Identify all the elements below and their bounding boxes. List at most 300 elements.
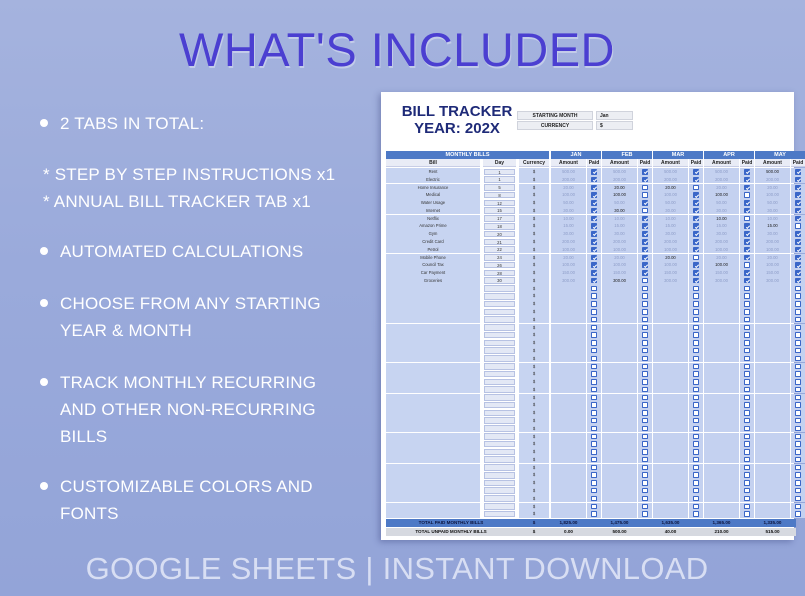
day-cell[interactable] bbox=[484, 285, 515, 292]
amount-cell[interactable]: 30.00 bbox=[704, 230, 739, 238]
paid-checkbox[interactable] bbox=[642, 223, 648, 229]
amount-cell[interactable] bbox=[551, 425, 586, 433]
paid-checkbox[interactable] bbox=[591, 472, 597, 478]
paid-checkbox[interactable] bbox=[693, 472, 699, 478]
amount-cell[interactable] bbox=[704, 300, 739, 308]
amount-cell[interactable]: 20.00 bbox=[602, 254, 637, 262]
amount-cell[interactable] bbox=[755, 448, 790, 456]
amount-cell[interactable] bbox=[755, 479, 790, 487]
paid-checkbox[interactable] bbox=[795, 371, 801, 377]
bill-name-cell[interactable] bbox=[386, 440, 480, 448]
bill-name-cell[interactable]: Gym bbox=[386, 230, 480, 238]
amount-cell[interactable] bbox=[602, 324, 637, 332]
bill-name-cell[interactable]: Credit Card bbox=[386, 238, 480, 246]
amount-cell[interactable] bbox=[704, 503, 739, 511]
paid-checkbox[interactable] bbox=[795, 270, 801, 276]
paid-checkbox[interactable] bbox=[795, 410, 801, 416]
bill-name-cell[interactable]: Rent bbox=[386, 168, 480, 176]
amount-cell[interactable]: 20.00 bbox=[704, 254, 739, 262]
amount-cell[interactable] bbox=[704, 355, 739, 363]
amount-cell[interactable] bbox=[755, 363, 790, 371]
paid-checkbox[interactable] bbox=[693, 371, 699, 377]
amount-cell[interactable] bbox=[602, 495, 637, 503]
amount-cell[interactable] bbox=[653, 464, 688, 472]
bill-name-cell[interactable] bbox=[386, 347, 480, 355]
day-cell[interactable] bbox=[484, 472, 515, 479]
bill-name-cell[interactable] bbox=[386, 479, 480, 487]
paid-checkbox[interactable] bbox=[591, 223, 597, 229]
paid-checkbox[interactable] bbox=[795, 379, 801, 385]
day-cell[interactable] bbox=[484, 487, 515, 494]
paid-checkbox[interactable] bbox=[693, 293, 699, 299]
paid-checkbox[interactable] bbox=[591, 379, 597, 385]
amount-cell[interactable] bbox=[551, 479, 586, 487]
amount-cell[interactable]: 100.00 bbox=[551, 191, 586, 199]
paid-checkbox[interactable] bbox=[693, 496, 699, 502]
amount-cell[interactable]: 100.00 bbox=[602, 191, 637, 199]
paid-checkbox[interactable] bbox=[744, 169, 750, 175]
amount-cell[interactable]: 300.00 bbox=[551, 277, 586, 285]
paid-checkbox[interactable] bbox=[795, 480, 801, 486]
paid-checkbox[interactable] bbox=[795, 177, 801, 183]
amount-cell[interactable] bbox=[653, 324, 688, 332]
paid-checkbox[interactable] bbox=[744, 239, 750, 245]
amount-cell[interactable] bbox=[704, 440, 739, 448]
amount-cell[interactable] bbox=[653, 363, 688, 371]
amount-cell[interactable]: 30.00 bbox=[704, 207, 739, 215]
amount-cell[interactable] bbox=[602, 409, 637, 417]
amount-cell[interactable]: 30.00 bbox=[602, 230, 637, 238]
bill-name-cell[interactable]: Water Usage bbox=[386, 199, 480, 207]
paid-checkbox[interactable] bbox=[795, 239, 801, 245]
paid-checkbox[interactable] bbox=[795, 169, 801, 175]
amount-cell[interactable]: 100.00 bbox=[551, 261, 586, 269]
day-cell[interactable] bbox=[484, 309, 515, 316]
paid-checkbox[interactable] bbox=[795, 504, 801, 510]
paid-checkbox[interactable] bbox=[642, 200, 648, 206]
paid-checkbox[interactable] bbox=[591, 340, 597, 346]
amount-cell[interactable] bbox=[602, 471, 637, 479]
amount-cell[interactable] bbox=[602, 448, 637, 456]
paid-checkbox[interactable] bbox=[642, 480, 648, 486]
paid-checkbox[interactable] bbox=[642, 465, 648, 471]
amount-cell[interactable]: 20.00 bbox=[653, 254, 688, 262]
paid-checkbox[interactable] bbox=[591, 465, 597, 471]
paid-checkbox[interactable] bbox=[591, 239, 597, 245]
amount-cell[interactable] bbox=[653, 378, 688, 386]
paid-checkbox[interactable] bbox=[744, 340, 750, 346]
paid-checkbox[interactable] bbox=[795, 356, 801, 362]
bill-name-cell[interactable] bbox=[386, 487, 480, 495]
paid-checkbox[interactable] bbox=[591, 480, 597, 486]
amount-cell[interactable] bbox=[602, 363, 637, 371]
amount-cell[interactable]: 100.00 bbox=[653, 246, 688, 254]
amount-cell[interactable] bbox=[551, 503, 586, 511]
bill-name-cell[interactable] bbox=[386, 355, 480, 363]
paid-checkbox[interactable] bbox=[795, 200, 801, 206]
day-cell[interactable]: 30 bbox=[484, 277, 515, 284]
amount-cell[interactable] bbox=[704, 417, 739, 425]
amount-cell[interactable]: 300.00 bbox=[653, 277, 688, 285]
amount-cell[interactable]: 20.00 bbox=[602, 184, 637, 192]
amount-cell[interactable] bbox=[551, 471, 586, 479]
paid-checkbox[interactable] bbox=[693, 348, 699, 354]
amount-cell[interactable] bbox=[653, 433, 688, 441]
paid-checkbox[interactable] bbox=[795, 387, 801, 393]
amount-cell[interactable] bbox=[602, 487, 637, 495]
amount-cell[interactable]: 300.00 bbox=[704, 277, 739, 285]
amount-cell[interactable] bbox=[551, 378, 586, 386]
paid-checkbox[interactable] bbox=[795, 325, 801, 331]
amount-cell[interactable] bbox=[755, 331, 790, 339]
amount-cell[interactable] bbox=[755, 510, 790, 518]
paid-checkbox[interactable] bbox=[693, 340, 699, 346]
paid-checkbox[interactable] bbox=[693, 301, 699, 307]
amount-cell[interactable] bbox=[653, 409, 688, 417]
paid-checkbox[interactable] bbox=[795, 223, 801, 229]
paid-checkbox[interactable] bbox=[795, 192, 801, 198]
paid-checkbox[interactable] bbox=[693, 457, 699, 463]
amount-cell[interactable] bbox=[704, 363, 739, 371]
amount-cell[interactable]: 10.00 bbox=[653, 215, 688, 223]
amount-cell[interactable]: 10.00 bbox=[602, 215, 637, 223]
amount-cell[interactable]: 150.00 bbox=[653, 269, 688, 277]
paid-checkbox[interactable] bbox=[642, 426, 648, 432]
amount-cell[interactable] bbox=[704, 285, 739, 293]
paid-checkbox[interactable] bbox=[795, 364, 801, 370]
day-cell[interactable] bbox=[484, 456, 515, 463]
paid-checkbox[interactable] bbox=[693, 356, 699, 362]
amount-cell[interactable]: 50.00 bbox=[653, 199, 688, 207]
amount-cell[interactable]: 30.00 bbox=[755, 230, 790, 238]
day-cell[interactable] bbox=[484, 433, 515, 440]
amount-cell[interactable]: 20.00 bbox=[755, 254, 790, 262]
amount-cell[interactable] bbox=[551, 331, 586, 339]
paid-checkbox[interactable] bbox=[642, 325, 648, 331]
amount-cell[interactable]: 100.00 bbox=[653, 191, 688, 199]
amount-cell[interactable] bbox=[602, 433, 637, 441]
amount-cell[interactable] bbox=[704, 448, 739, 456]
paid-checkbox[interactable] bbox=[693, 185, 699, 191]
amount-cell[interactable]: 200.00 bbox=[551, 238, 586, 246]
paid-checkbox[interactable] bbox=[693, 231, 699, 237]
day-cell[interactable] bbox=[484, 386, 515, 393]
amount-cell[interactable] bbox=[602, 347, 637, 355]
amount-cell[interactable] bbox=[551, 394, 586, 402]
paid-checkbox[interactable] bbox=[795, 472, 801, 478]
bill-name-cell[interactable] bbox=[386, 433, 480, 441]
bill-name-cell[interactable] bbox=[386, 285, 480, 293]
amount-cell[interactable] bbox=[704, 394, 739, 402]
day-cell[interactable]: 17 bbox=[484, 215, 515, 222]
amount-cell[interactable] bbox=[755, 386, 790, 394]
amount-cell[interactable] bbox=[653, 440, 688, 448]
paid-checkbox[interactable] bbox=[795, 434, 801, 440]
paid-checkbox[interactable] bbox=[795, 402, 801, 408]
amount-cell[interactable]: 100.00 bbox=[653, 261, 688, 269]
paid-checkbox[interactable] bbox=[693, 169, 699, 175]
amount-cell[interactable] bbox=[653, 448, 688, 456]
amount-cell[interactable] bbox=[704, 401, 739, 409]
amount-cell[interactable] bbox=[602, 292, 637, 300]
paid-checkbox[interactable] bbox=[591, 387, 597, 393]
amount-cell[interactable] bbox=[653, 471, 688, 479]
amount-cell[interactable] bbox=[755, 425, 790, 433]
paid-checkbox[interactable] bbox=[693, 192, 699, 198]
day-cell[interactable]: 22 bbox=[484, 246, 515, 253]
amount-cell[interactable]: 200.00 bbox=[704, 238, 739, 246]
amount-cell[interactable]: 20.00 bbox=[551, 184, 586, 192]
paid-checkbox[interactable] bbox=[642, 185, 648, 191]
amount-cell[interactable]: 500.00 bbox=[653, 168, 688, 176]
day-cell[interactable]: 15 bbox=[484, 207, 515, 214]
bill-name-cell[interactable] bbox=[386, 331, 480, 339]
amount-cell[interactable] bbox=[755, 339, 790, 347]
paid-checkbox[interactable] bbox=[744, 496, 750, 502]
paid-checkbox[interactable] bbox=[795, 262, 801, 268]
paid-checkbox[interactable] bbox=[744, 511, 750, 517]
amount-cell[interactable] bbox=[551, 347, 586, 355]
paid-checkbox[interactable] bbox=[744, 457, 750, 463]
amount-cell[interactable] bbox=[653, 300, 688, 308]
amount-cell[interactable]: 150.00 bbox=[551, 269, 586, 277]
day-cell[interactable]: 1 bbox=[484, 169, 515, 176]
amount-cell[interactable] bbox=[551, 456, 586, 464]
paid-checkbox[interactable] bbox=[591, 395, 597, 401]
amount-cell[interactable]: 50.00 bbox=[755, 199, 790, 207]
bill-name-cell[interactable] bbox=[386, 394, 480, 402]
amount-cell[interactable] bbox=[755, 487, 790, 495]
amount-cell[interactable]: 200.00 bbox=[602, 176, 637, 184]
paid-checkbox[interactable] bbox=[744, 395, 750, 401]
paid-checkbox[interactable] bbox=[642, 496, 648, 502]
paid-checkbox[interactable] bbox=[795, 465, 801, 471]
paid-checkbox[interactable] bbox=[744, 177, 750, 183]
amount-cell[interactable] bbox=[602, 394, 637, 402]
paid-checkbox[interactable] bbox=[642, 410, 648, 416]
paid-checkbox[interactable] bbox=[591, 216, 597, 222]
amount-cell[interactable]: 100.00 bbox=[602, 246, 637, 254]
amount-cell[interactable] bbox=[755, 300, 790, 308]
paid-checkbox[interactable] bbox=[591, 371, 597, 377]
day-cell[interactable] bbox=[484, 347, 515, 354]
paid-checkbox[interactable] bbox=[642, 364, 648, 370]
paid-checkbox[interactable] bbox=[744, 192, 750, 198]
paid-checkbox[interactable] bbox=[795, 418, 801, 424]
amount-cell[interactable] bbox=[653, 347, 688, 355]
paid-checkbox[interactable] bbox=[693, 317, 699, 323]
amount-cell[interactable] bbox=[653, 503, 688, 511]
day-cell[interactable] bbox=[484, 441, 515, 448]
day-cell[interactable]: 5 bbox=[484, 184, 515, 191]
paid-checkbox[interactable] bbox=[744, 208, 750, 214]
paid-checkbox[interactable] bbox=[642, 418, 648, 424]
day-cell[interactable] bbox=[484, 324, 515, 331]
amount-cell[interactable] bbox=[653, 386, 688, 394]
amount-cell[interactable] bbox=[755, 417, 790, 425]
paid-checkbox[interactable] bbox=[795, 309, 801, 315]
day-cell[interactable] bbox=[484, 402, 515, 409]
paid-checkbox[interactable] bbox=[693, 255, 699, 261]
amount-cell[interactable] bbox=[602, 308, 637, 316]
amount-cell[interactable] bbox=[755, 401, 790, 409]
amount-cell[interactable]: 30.00 bbox=[653, 230, 688, 238]
paid-checkbox[interactable] bbox=[642, 371, 648, 377]
paid-checkbox[interactable] bbox=[693, 387, 699, 393]
paid-checkbox[interactable] bbox=[744, 426, 750, 432]
paid-checkbox[interactable] bbox=[591, 262, 597, 268]
amount-cell[interactable] bbox=[704, 425, 739, 433]
day-cell[interactable] bbox=[484, 316, 515, 323]
amount-cell[interactable] bbox=[602, 285, 637, 293]
paid-checkbox[interactable] bbox=[591, 418, 597, 424]
paid-checkbox[interactable] bbox=[642, 255, 648, 261]
amount-cell[interactable]: 100.00 bbox=[704, 246, 739, 254]
paid-checkbox[interactable] bbox=[591, 496, 597, 502]
amount-cell[interactable] bbox=[755, 440, 790, 448]
amount-cell[interactable] bbox=[653, 339, 688, 347]
bill-name-cell[interactable] bbox=[386, 401, 480, 409]
amount-cell[interactable] bbox=[704, 386, 739, 394]
paid-checkbox[interactable] bbox=[693, 278, 699, 284]
amount-cell[interactable]: 50.00 bbox=[602, 199, 637, 207]
amount-cell[interactable]: 150.00 bbox=[755, 269, 790, 277]
amount-cell[interactable]: 30.00 bbox=[653, 207, 688, 215]
paid-checkbox[interactable] bbox=[693, 177, 699, 183]
bill-name-cell[interactable] bbox=[386, 370, 480, 378]
amount-cell[interactable]: 15.00 bbox=[755, 222, 790, 230]
paid-checkbox[interactable] bbox=[642, 270, 648, 276]
amount-cell[interactable]: 30.00 bbox=[755, 207, 790, 215]
amount-cell[interactable] bbox=[653, 479, 688, 487]
paid-checkbox[interactable] bbox=[591, 511, 597, 517]
paid-checkbox[interactable] bbox=[795, 496, 801, 502]
paid-checkbox[interactable] bbox=[744, 255, 750, 261]
amount-cell[interactable] bbox=[653, 292, 688, 300]
day-cell[interactable]: 18 bbox=[484, 223, 515, 230]
amount-cell[interactable] bbox=[755, 355, 790, 363]
day-cell[interactable]: 28 bbox=[484, 270, 515, 277]
amount-cell[interactable] bbox=[551, 370, 586, 378]
paid-checkbox[interactable] bbox=[642, 441, 648, 447]
day-cell[interactable] bbox=[484, 379, 515, 386]
amount-cell[interactable]: 10.00 bbox=[551, 215, 586, 223]
paid-checkbox[interactable] bbox=[744, 247, 750, 253]
bill-name-cell[interactable]: Groceries bbox=[386, 277, 480, 285]
paid-checkbox[interactable] bbox=[693, 309, 699, 315]
paid-checkbox[interactable] bbox=[591, 325, 597, 331]
amount-cell[interactable]: 30.00 bbox=[551, 207, 586, 215]
day-cell[interactable] bbox=[484, 495, 515, 502]
paid-checkbox[interactable] bbox=[795, 449, 801, 455]
paid-checkbox[interactable] bbox=[744, 200, 750, 206]
amount-cell[interactable] bbox=[755, 285, 790, 293]
paid-checkbox[interactable] bbox=[642, 309, 648, 315]
paid-checkbox[interactable] bbox=[693, 480, 699, 486]
amount-cell[interactable] bbox=[704, 433, 739, 441]
paid-checkbox[interactable] bbox=[744, 262, 750, 268]
amount-cell[interactable] bbox=[755, 456, 790, 464]
amount-cell[interactable] bbox=[551, 448, 586, 456]
amount-cell[interactable]: 100.00 bbox=[602, 261, 637, 269]
amount-cell[interactable] bbox=[551, 386, 586, 394]
amount-cell[interactable] bbox=[602, 425, 637, 433]
paid-checkbox[interactable] bbox=[693, 379, 699, 385]
amount-cell[interactable]: 200.00 bbox=[551, 176, 586, 184]
bill-name-cell[interactable]: Council Tax bbox=[386, 261, 480, 269]
amount-cell[interactable] bbox=[602, 339, 637, 347]
paid-checkbox[interactable] bbox=[591, 332, 597, 338]
amount-cell[interactable] bbox=[704, 479, 739, 487]
amount-cell[interactable] bbox=[602, 503, 637, 511]
paid-checkbox[interactable] bbox=[642, 332, 648, 338]
paid-checkbox[interactable] bbox=[591, 309, 597, 315]
amount-cell[interactable] bbox=[704, 324, 739, 332]
paid-checkbox[interactable] bbox=[744, 364, 750, 370]
amount-cell[interactable]: 30.00 bbox=[602, 207, 637, 215]
paid-checkbox[interactable] bbox=[591, 504, 597, 510]
paid-checkbox[interactable] bbox=[642, 402, 648, 408]
amount-cell[interactable] bbox=[704, 308, 739, 316]
amount-cell[interactable] bbox=[653, 308, 688, 316]
paid-checkbox[interactable] bbox=[744, 309, 750, 315]
paid-checkbox[interactable] bbox=[642, 472, 648, 478]
paid-checkbox[interactable] bbox=[693, 488, 699, 494]
paid-checkbox[interactable] bbox=[693, 239, 699, 245]
amount-cell[interactable]: 15.00 bbox=[704, 222, 739, 230]
paid-checkbox[interactable] bbox=[744, 325, 750, 331]
paid-checkbox[interactable] bbox=[642, 177, 648, 183]
paid-checkbox[interactable] bbox=[642, 340, 648, 346]
day-cell[interactable] bbox=[484, 293, 515, 300]
paid-checkbox[interactable] bbox=[591, 270, 597, 276]
amount-cell[interactable]: 15.00 bbox=[602, 222, 637, 230]
paid-checkbox[interactable] bbox=[693, 441, 699, 447]
amount-cell[interactable] bbox=[602, 386, 637, 394]
amount-cell[interactable]: 20.00 bbox=[704, 184, 739, 192]
amount-cell[interactable]: 200.00 bbox=[704, 176, 739, 184]
paid-checkbox[interactable] bbox=[642, 504, 648, 510]
paid-checkbox[interactable] bbox=[642, 457, 648, 463]
paid-checkbox[interactable] bbox=[642, 231, 648, 237]
paid-checkbox[interactable] bbox=[795, 457, 801, 463]
bill-name-cell[interactable]: Mobile Phone bbox=[386, 254, 480, 262]
amount-cell[interactable] bbox=[653, 355, 688, 363]
amount-cell[interactable]: 500.00 bbox=[602, 168, 637, 176]
amount-cell[interactable]: 200.00 bbox=[755, 238, 790, 246]
paid-checkbox[interactable] bbox=[591, 348, 597, 354]
day-cell[interactable] bbox=[484, 511, 515, 518]
paid-checkbox[interactable] bbox=[744, 449, 750, 455]
amount-cell[interactable]: 20.00 bbox=[551, 254, 586, 262]
paid-checkbox[interactable] bbox=[744, 418, 750, 424]
amount-cell[interactable] bbox=[602, 464, 637, 472]
paid-checkbox[interactable] bbox=[795, 216, 801, 222]
bill-name-cell[interactable] bbox=[386, 316, 480, 324]
paid-checkbox[interactable] bbox=[744, 348, 750, 354]
paid-checkbox[interactable] bbox=[591, 185, 597, 191]
amount-cell[interactable] bbox=[704, 347, 739, 355]
paid-checkbox[interactable] bbox=[795, 255, 801, 261]
paid-checkbox[interactable] bbox=[591, 255, 597, 261]
paid-checkbox[interactable] bbox=[795, 231, 801, 237]
amount-cell[interactable] bbox=[653, 417, 688, 425]
paid-checkbox[interactable] bbox=[642, 301, 648, 307]
day-cell[interactable] bbox=[484, 425, 515, 432]
amount-cell[interactable] bbox=[602, 440, 637, 448]
amount-cell[interactable] bbox=[653, 394, 688, 402]
paid-checkbox[interactable] bbox=[591, 434, 597, 440]
